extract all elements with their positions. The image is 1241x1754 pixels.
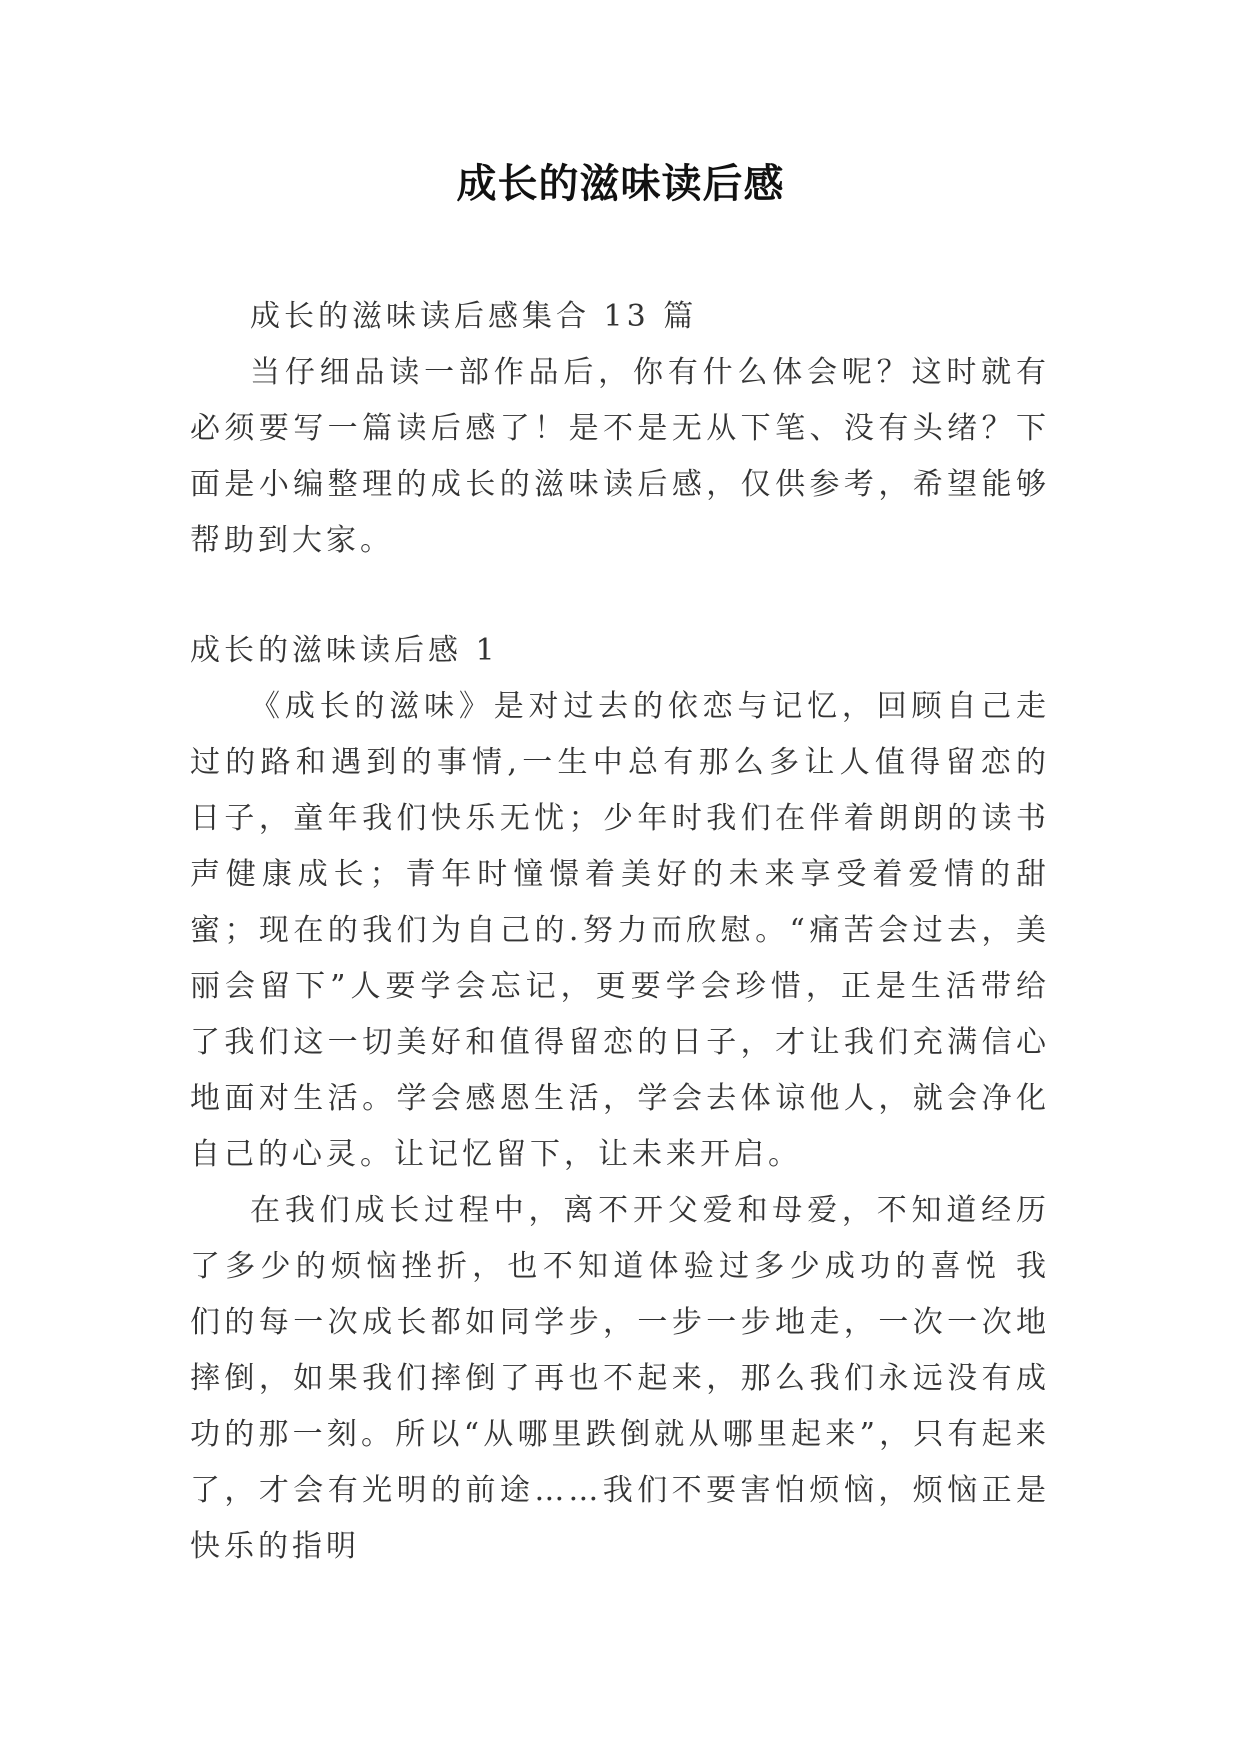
- document-subtitle: 成长的滋味读后感集合 13 篇: [250, 299, 698, 334]
- section-heading: 成长的滋味读后感 1: [190, 633, 499, 668]
- intro-paragraph: 当仔细品读一部作品后，你有什么体会呢？这时就有必须要写一篇读后感了！是不是无从下笔、没有头绪？下面是小编整理的成长的滋味读后感，仅供参考，希望能够帮助到大家。: [190, 355, 1050, 558]
- document-title: 成长的滋味读后感: [456, 161, 785, 207]
- body-paragraph-1: 《成长的滋味》是对过去的依恋与记忆，回顾自己走过的路和遇到的事情,一生中总有那么多让人值得留恋的日子，童年我们快乐无忧；少年时我们在伴着朗朗的读书声健康成长；青年时憧憬着美好的未来享受着爱情的甜蜜；现在的我们为自己的.努力而欣慰。“痛苦会过去，美丽会留下”人要学会忘记，更要学会珍惜，正是生活带给了我们这一切美好和值得留恋的日子，才让我们充满信心地面对生活。学会感恩生活，学会去体谅他人，就会净化自己的心灵。让记忆留下，让未来开启。: [190, 689, 1050, 1172]
- document-body: [190, 289, 1050, 1575]
- body-paragraph-2: 在我们成长过程中，离不开父爱和母爱，不知道经历了多少的烦恼挫折，也不知道体验过多少成功的喜悦 我们的每一次成长都如同学步，一步一步地走，一次一次地摔倒，如果我们摔倒了再也不起来，那么我们永远没有成功的那一刻。所以“从哪里跌倒就从哪里起来”，只有起来了，才会有光明的前途……我们不要害怕烦恼，烦恼正是快乐的指明: [190, 1193, 1050, 1564]
- section-spacer: [190, 569, 1050, 623]
